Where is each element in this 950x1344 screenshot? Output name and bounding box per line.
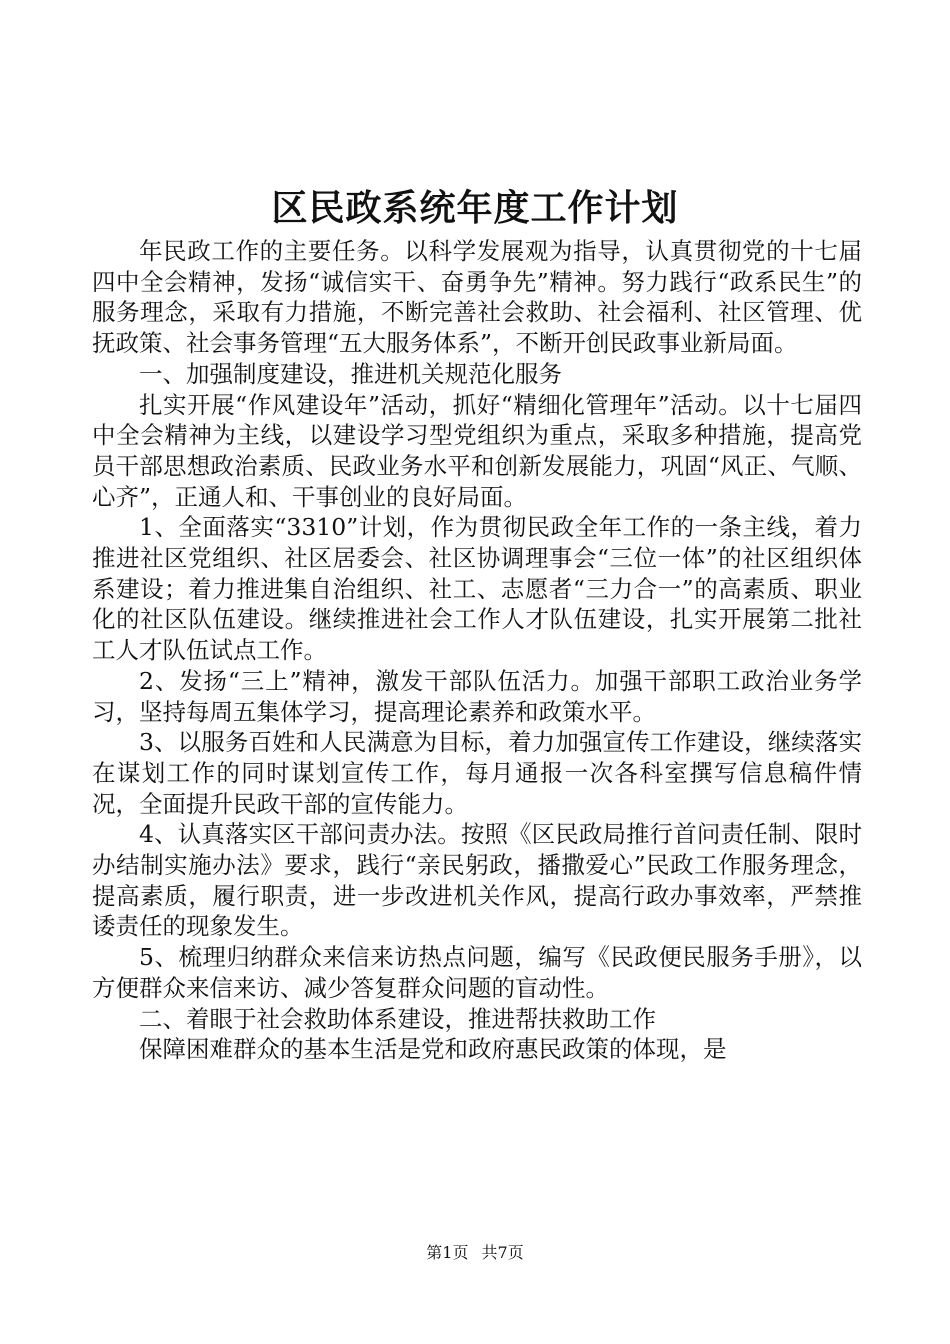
section-heading-1: 一、加强制度建设，推进机关规范化服务 [139,359,562,388]
document-title: 区民政系统年度工作计划 [271,187,679,229]
list-item-4: 4、认真落实区干部问责办法。按照《区民政局推行首问责任制、限时办结制实施办法》要求，践行“亲民躬政，播撒爱心”民政工作服务理念，提高素质，履行职责，进一步改进机关作风，提高行政办事效率，严禁推诿责任的现象发生。 [92,820,862,941]
section-heading-2: 二、着眼于社会救助体系建设，推进帮扶救助工作 [139,1004,656,1033]
paragraph: 扎实开展“作风建设年”活动，抓好“精细化管理年”活动。以十七届四中全会精神为主线，以建设学习型党组织为重点，采取多种措施，提高党员干部思想政治素质、民政业务水平和创新发展能力，巩固“风正、气顺、心齐”，正通人和、干事创业的良好局面。 [92,390,862,511]
list-item-1: 1、全面落实“3310”计划，作为贯彻民政全年工作的一条主线，着力推进社区党组织、社区居委会、社区协调理事会“三位一体”的社区组织体系建设；着力推进集自治组织、社工、志愿者“三力合一”的高素质、职业化的社区队伍建设。继续推进社会工作人才队伍建设，扎实开展第二批社工人才队伍试点工作。 [92,513,862,665]
page-total: 共7页 [481,1243,524,1262]
page-footer [0,1242,950,1264]
list-item-5: 5、梳理归纳群众来信来访热点问题，编写《民政便民服务手册》，以方便群众来信来访、减少答复群众问题的盲动性。 [92,943,862,1002]
document-body [92,236,862,1065]
list-item-3: 3、以服务百姓和人民满意为目标，着力加强宣传工作建设，继续落实在谋划工作的同时谋划宣传工作，每月通报一次各科室撰写信息稿件情况，全面提升民政干部的宣传能力。 [92,728,862,818]
paragraph: 保障困难群众的基本生活是党和政府惠民政策的体现，是 [139,1035,727,1064]
list-item-2: 2、发扬“三上”精神，激发干部队伍活力。加强干部职工政治业务学习，坚持每周五集体学习，提高理论素养和政策水平。 [92,666,862,726]
paragraph-intro: 年民政工作的主要任务。以科学发展观为指导，认真贯彻党的十七届四中全会精神，发扬“诚信实干、奋勇争先”精神。努力践行“政系民生”的服务理念，采取有力措施，不断完善社会救助、社会福利、社区管理、优抚政策、社会事务管理“五大服务体系”，不断开创民政事业新局面。 [92,237,862,358]
page-number: 第1页 [426,1243,469,1262]
